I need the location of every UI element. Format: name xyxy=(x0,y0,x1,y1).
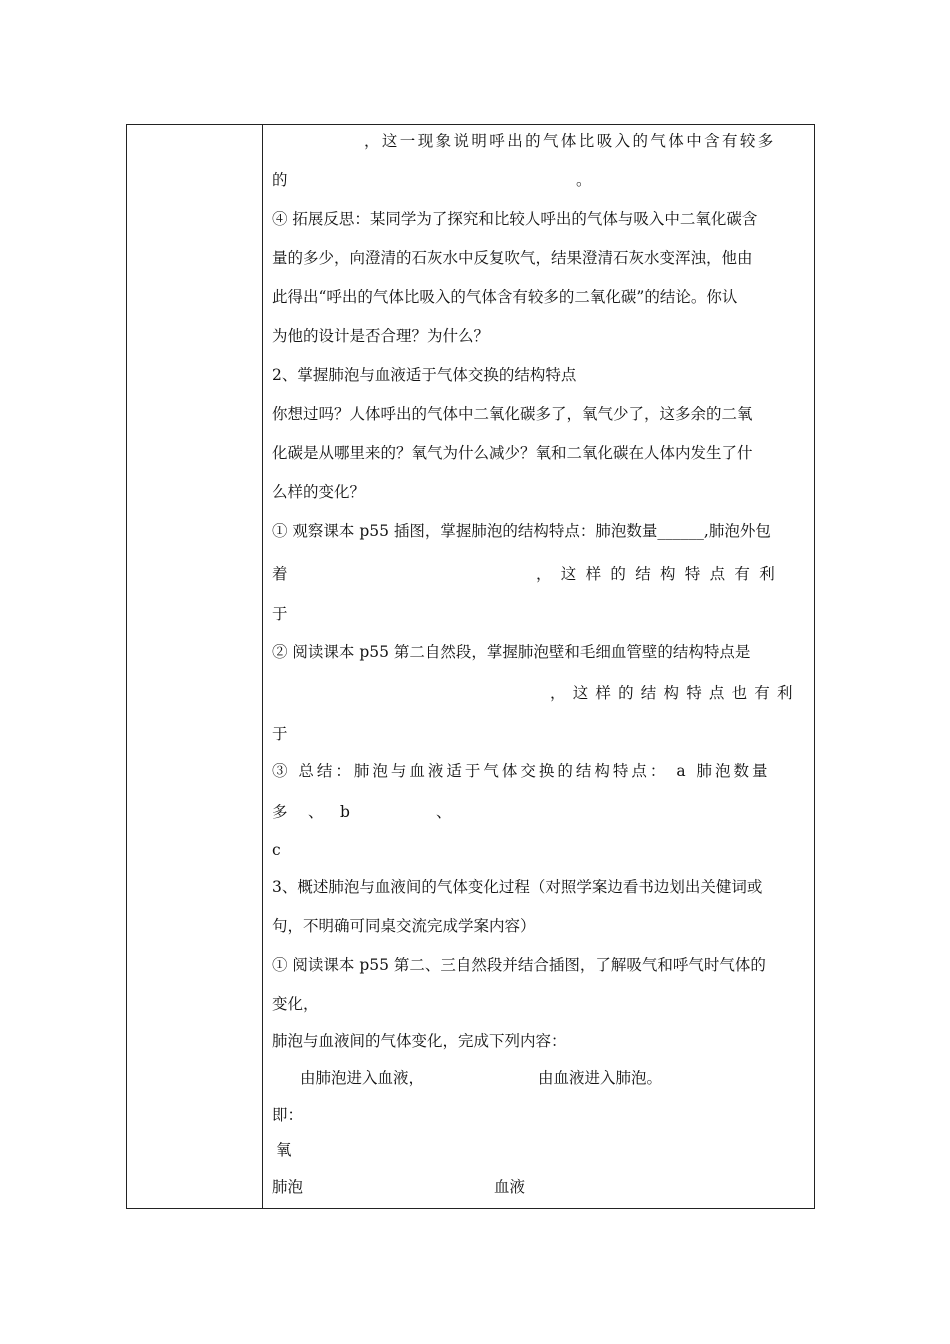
text-line: b xyxy=(340,803,350,821)
blood-label: 血液 xyxy=(494,1178,526,1196)
text-line: 、 xyxy=(308,803,324,821)
text-line: 变化， xyxy=(272,995,319,1013)
text-line: 么样的变化？ xyxy=(272,483,366,501)
text-line: 由血液进入肺泡。 xyxy=(538,1069,663,1087)
text-line: 多 xyxy=(272,803,288,821)
section-heading: 2、掌握肺泡与血液适于气体交换的结构特点 xyxy=(272,366,577,384)
alveoli-label: 肺泡 xyxy=(272,1178,304,1196)
worksheet-table xyxy=(126,124,815,1209)
text-line: 为他的设计是否合理？为什么？ xyxy=(272,327,490,345)
text-line: 于 xyxy=(272,725,288,743)
text-line: ① 阅读课本 p55 第二、三自然段并结合插图，了解吸气和呼气时气体的 xyxy=(272,956,766,974)
text-line: 此得出“呼出的气体比吸入的气体含有较多的二氧化碳”的结论。你认 xyxy=(272,288,738,306)
text-line: c xyxy=(272,841,281,859)
text-line: ④ 拓展反思：某同学为了探究和比较人呼出的气体与吸入中二氧化碳含 xyxy=(272,210,758,228)
text-line: ，这样的结构特点也有利 xyxy=(550,684,800,702)
text-line: ，这样的结构特点有利 xyxy=(536,565,785,583)
text-line: 化碳是从哪里来的？氧气为什么减少？氧和二氧化碳在人体内发生了什 xyxy=(272,444,753,462)
oxygen-label: 氧 xyxy=(276,1141,292,1159)
text-line: ，这一现象说明呼出的气体比吸入的气体中含有较多 xyxy=(364,132,776,150)
text-line: 的 xyxy=(272,171,288,189)
text-line: ① 观察课本 p55 插图，掌握肺泡的结构特点：肺泡数量______,肺泡外包 xyxy=(272,522,771,540)
text-line: 着 xyxy=(272,565,288,583)
text-line: 即： xyxy=(272,1106,304,1124)
text-line: 由肺泡进入血液， xyxy=(300,1069,425,1087)
section-heading: 3、概述肺泡与血液间的气体变化过程（对照学案边看书边划出关健词或 xyxy=(272,878,763,896)
text-line: ③ 总结：肺泡与血液适于气体交换的结构特点： a 肺泡数量 xyxy=(272,762,771,780)
text-line: 量的多少，向澄清的石灰水中反复吹气，结果澄清石灰水变浑浊，他由 xyxy=(272,249,753,267)
text-line: 肺泡与血液间的气体变化，完成下列内容： xyxy=(272,1032,567,1050)
column-divider xyxy=(262,125,263,1208)
text-line: ② 阅读课本 p55 第二自然段，掌握肺泡壁和毛细血管壁的结构特点是 xyxy=(272,643,751,661)
text-line: 你想过吗？人体呼出的气体中二氧化碳多了，氧气少了，这多余的二氧 xyxy=(272,405,753,423)
text-line: 句，不明确可同桌交流完成学案内容） xyxy=(272,917,536,935)
text-line: 、 xyxy=(436,803,452,821)
text-line: 。 xyxy=(576,171,592,189)
text-line: 于 xyxy=(272,605,288,623)
